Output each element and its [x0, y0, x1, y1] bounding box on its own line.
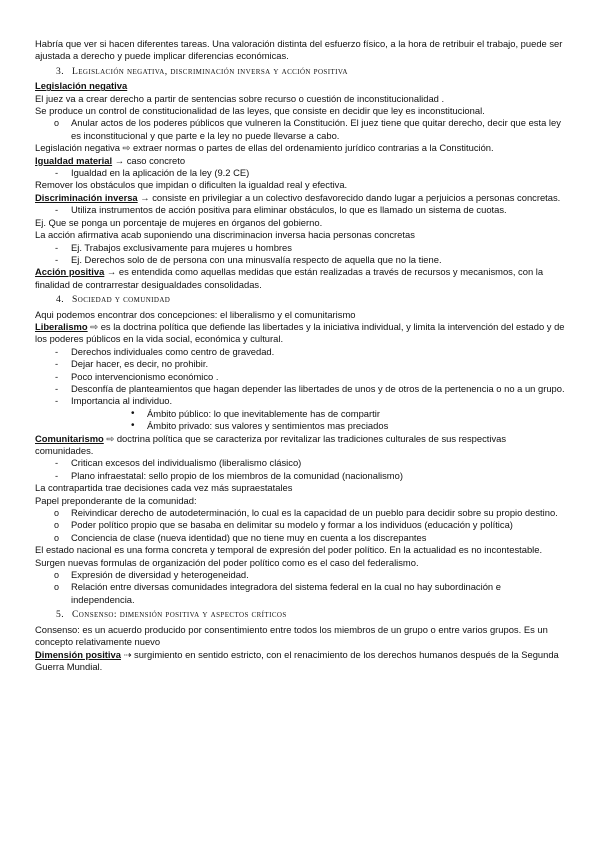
section-heading-4	[56, 294, 565, 306]
paragraph: El juez va a crear derecho a partir de sentencias sobre recurso o cuestión de inconstitucionalidad .	[35, 92, 445, 104]
list-item: • Ámbito público: lo que inevitablemente has de compartir	[35, 408, 565, 420]
term-definition	[35, 321, 565, 346]
list-item: - Ej. Trabajos exclusivamente para mujeres u hombres	[35, 242, 565, 254]
list-item: - Importancia al individuo.	[35, 395, 565, 407]
term-definition	[35, 433, 565, 458]
term: Comunitarismo	[35, 432, 104, 444]
list-item: - Critican excesos del individualismo (liberalismo clásico)	[35, 457, 565, 469]
list-item: o Relación entre diversas comunidades integradora del sistema federal en la cual no hay subordinación e independencia.	[35, 581, 565, 606]
paragraph: Surgen nuevas formulas de organización del poder político como es el caso del federalismo.	[35, 556, 419, 568]
list-item: - Utiliza instrumentos de acción positiva para eliminar obstáculos, lo que es llamado un sistema de cuotas.	[35, 204, 565, 216]
definition: ⇨ doctrina política que se caracteriza por revitalizar las tradiciones culturales de sus respectivas comunidades.	[35, 432, 507, 456]
list-item: o Reivindicar derecho de autodeterminación, lo cual es la capacidad de un pueblo para decidir sobre su propio destino.	[35, 507, 565, 519]
term: Discriminación inversa	[35, 191, 138, 203]
section-number: 5.	[56, 609, 64, 621]
paragraph: Papel preponderante de la comunidad:	[35, 494, 197, 506]
list-item: - Dejar hacer, es decir, no prohibir.	[35, 358, 565, 370]
paragraph: Remover los obstáculos que impidan o dificulten la igualdad real y efectiva.	[35, 179, 348, 191]
section-heading-3	[56, 66, 565, 78]
dash-list	[35, 242, 565, 267]
definition: → caso concreto	[112, 154, 186, 166]
list-item: - Poco intervencionismo económico .	[35, 371, 565, 383]
section-heading-5	[56, 609, 565, 621]
term: Dimensión positiva	[35, 648, 121, 660]
section-title: Sociedad y comunidad	[72, 294, 171, 306]
dash-list	[35, 204, 565, 216]
list-item: - Desconfía de planteamientos que hagan depender las libertades de unos y de otros de la pertenencia o no a un grupo.	[35, 383, 565, 395]
term: Liberalismo	[35, 320, 88, 332]
paragraph: Se produce un control de constitucionalidad de las leyes, que consiste en decidir que ley es inconstitucional.	[35, 105, 485, 117]
bullet-list	[35, 408, 565, 433]
paragraph: Ej. Que se ponga un porcentaje de mujeres en órganos del gobierno.	[35, 216, 323, 228]
list-item: o Expresión de diversidad y heterogeneidad.	[35, 569, 565, 581]
circle-list	[35, 507, 565, 544]
term-definition	[35, 155, 565, 167]
circle-list	[35, 117, 565, 142]
section-title: Legislación negativa, discriminación inversa y acción positiva	[72, 65, 348, 77]
definition: → es entendida como aquellas medidas que están realizadas a través de recursos y mecanismos, con la finalidad de contrarrestar desigualdades consolidadas.	[35, 266, 544, 290]
definition: ⇢ surgimiento en sentido estricto, con el renacimiento de los derechos humanos después de la Segunda Guerra Mundial.	[35, 648, 559, 672]
term: Acción positiva	[35, 266, 105, 278]
paragraph: La acción afirmativa acab suponiendo una discriminacion inversa hacia personas concretas	[35, 229, 415, 241]
list-item: - Plano infraestatal: sello propio de los miembros de la comunidad (nacionalismo)	[35, 470, 565, 482]
section-number: 4.	[56, 294, 64, 306]
paragraph: Habría que ver si hacen diferentes tareas. Una valoración distinta del esfuerzo físico, a la hora de retribuir el trabajo, puede ser ajustada a derecho y puede implicar diferencias económicas.	[35, 38, 563, 62]
dash-list	[35, 346, 565, 408]
list-item: o Conciencia de clase (nueva identidad) que no tiene muy en cuenta a los discrepantes	[35, 532, 565, 544]
list-item: - Ej. Derechos solo de de persona con una minusvalía respecto de aquella que no la tiene.	[35, 254, 565, 266]
subheading-legislacion-negativa: Legislación negativa	[35, 80, 128, 92]
list-item: • Ámbito privado: sus valores y sentimientos mas preciados	[35, 420, 565, 432]
list-item: - Igualdad en la aplicación de la ley (9.2 CE)	[35, 167, 565, 179]
definition: ⇨ es la doctrina política que defiende las libertades y la iniciativa individual, y limita la intervención del estado y de los poderes públicos en la vida social, económica y cultural.	[35, 320, 565, 345]
list-item: o Poder político propio que se basaba en delimitar su modelo y formar a los individuos (educación y política)	[35, 519, 565, 531]
paragraph: La contrapartida trae decisiones cada vez más supraestatales	[35, 482, 293, 494]
term-definition	[35, 192, 565, 204]
definition: → consiste en privilegiar a un colectivo desfavorecido dando lugar a perjuicios a personas concretas.	[137, 191, 561, 203]
dash-list	[35, 167, 565, 179]
list-item: o Anular actos de los poderes públicos que vulneren la Constitución. El juez tiene que quitar derecho, decir que esta ley es inconstitucional y que parte e la ley no puede llevarse a cabo.	[35, 117, 565, 142]
term-definition	[35, 266, 565, 291]
paragraph: Consenso: es un acuerdo producido por consentimiento entre todos los miembros de un grupo o entre varios grupos. Es un concepto relativamente nuevo	[35, 623, 548, 648]
section-number: 3.	[56, 65, 64, 77]
term: Igualdad material	[35, 154, 113, 166]
term-definition	[35, 649, 565, 674]
document-page	[35, 38, 565, 673]
paragraph: El estado nacional es una forma concreta y temporal de expresión del poder político. En la actualidad es no incontestable.	[35, 544, 543, 556]
list-item: - Derechos individuales como centro de gravedad.	[35, 346, 565, 358]
circle-list	[35, 569, 565, 606]
dash-list	[35, 457, 565, 482]
section-title: Consenso: dimensión positiva y aspectos críticos	[72, 609, 287, 621]
paragraph: Legislación negativa ⇨ extraer normas o partes de ellas del ordenamiento jurídico contrarias a la Constitución.	[35, 142, 494, 154]
paragraph: Aqui podemos encontrar dos concepciones: el liberalismo y el comunitarismo	[35, 308, 356, 320]
